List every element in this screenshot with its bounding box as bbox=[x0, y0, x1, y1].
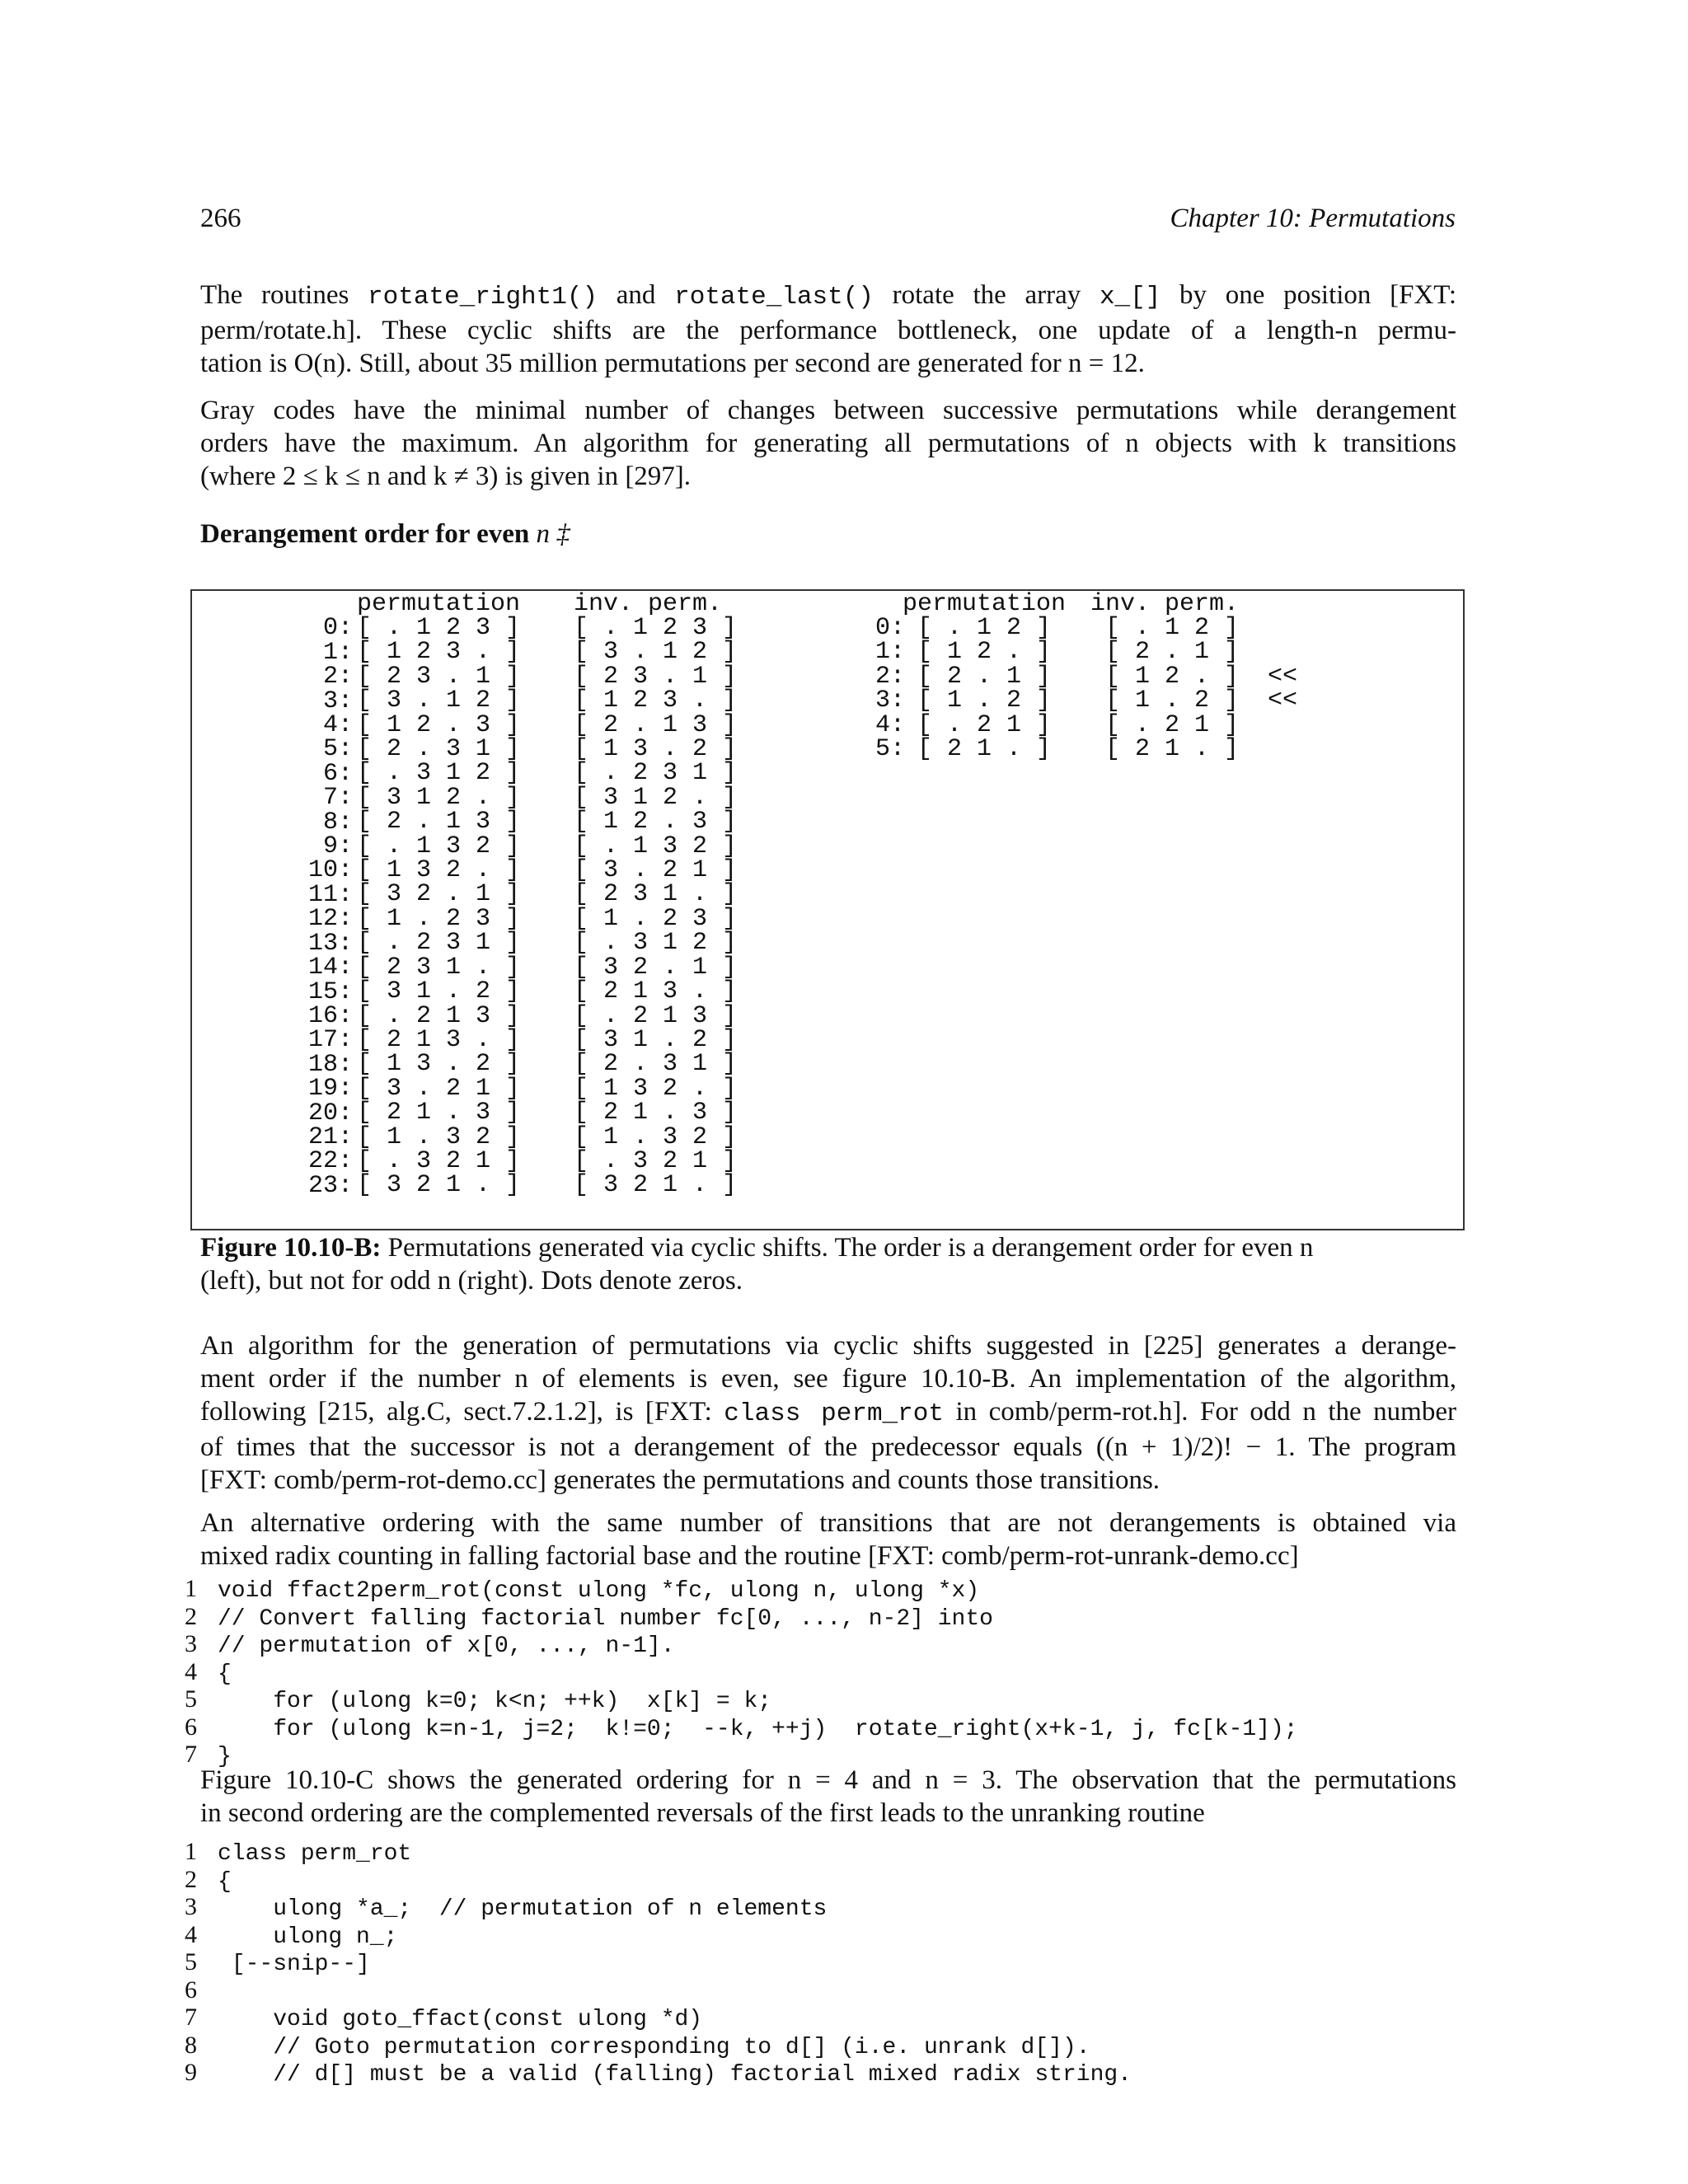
code-line bbox=[185, 1632, 1298, 1660]
inverse-permutation-cell: [ 1 2 3 . ] bbox=[574, 687, 738, 715]
left-index-column bbox=[274, 593, 353, 1198]
permutation-cell: [ . 2 1 3 ] bbox=[357, 1001, 521, 1030]
row-index: 2: bbox=[322, 663, 353, 691]
inverse-permutation-cell: [ 3 2 1 . ] bbox=[574, 1171, 738, 1200]
inline-code: rotate_last() bbox=[674, 283, 874, 312]
inverse-permutation-cell: [ . 2 1 3 ] bbox=[574, 1001, 738, 1030]
inverse-permutation-cell: [ 1 . 2 ] bbox=[1105, 687, 1240, 715]
code-text: ulong n_; bbox=[218, 1924, 398, 1950]
code-line bbox=[185, 1687, 1298, 1715]
line-number: 4 bbox=[185, 1920, 197, 1948]
line-number: 3 bbox=[185, 1630, 197, 1657]
row-index: 22: bbox=[307, 1147, 353, 1176]
right-permutation-column bbox=[917, 616, 1051, 762]
row-index: 16: bbox=[307, 1001, 353, 1030]
paragraph-line: tation is O(n). Still, about 35 million permutations per second are generated for n = 12. bbox=[200, 349, 1145, 378]
permutation-cell: [ 1 2 . 3 ] bbox=[357, 710, 521, 739]
inverse-permutation-cell: [ 3 1 . 2 ] bbox=[574, 1025, 738, 1054]
code-line bbox=[185, 1975, 1132, 2006]
code-listing-ffact2perm bbox=[185, 1577, 1298, 1770]
permutation-cell: [ 2 3 . 1 ] bbox=[357, 662, 521, 691]
right-perm-header: permutation bbox=[903, 590, 1067, 618]
permutation-cell: [ 2 1 . ] bbox=[917, 735, 1052, 764]
caption-text: (left), but not for odd n (right). Dots denote zeros. bbox=[200, 1266, 743, 1296]
permutation-cell: [ 2 1 . 3 ] bbox=[357, 1099, 521, 1127]
inverse-permutation-cell: [ 2 . 1 3 ] bbox=[574, 710, 738, 739]
code-line bbox=[185, 1715, 1298, 1743]
row-index: 12: bbox=[307, 905, 353, 934]
inverse-permutation-cell: [ 3 2 . 1 ] bbox=[574, 953, 738, 982]
page-number: 266 bbox=[200, 204, 241, 233]
row-index: 3: bbox=[322, 687, 353, 715]
permutation-cell: [ 2 1 3 . ] bbox=[357, 1025, 521, 1054]
inline-code: x_[] bbox=[1099, 283, 1161, 312]
paragraph-line: mixed radix counting in falling factorial base and the routine [FXT: comb/perm-rot-unrank-demo.cc] bbox=[200, 1541, 1299, 1571]
code-line bbox=[185, 1840, 1132, 1868]
permutation-cell: [ . 1 2 ] bbox=[917, 614, 1052, 642]
code-text: ulong *a_; // permutation of n elements bbox=[218, 1896, 828, 1922]
code-line bbox=[185, 2033, 1132, 2061]
permutation-cell: [ 1 3 2 . ] bbox=[357, 856, 521, 885]
inverse-permutation-cell: [ 2 1 3 . ] bbox=[574, 977, 738, 1006]
row-index: 13: bbox=[307, 929, 353, 958]
paragraph-line: An alternative ordering with the same number of transitions that are not derangements is obtained via bbox=[200, 1508, 1456, 1538]
paragraph-line: An algorithm for the generation of permutations via cyclic shifts suggested in [225] generates a derange- bbox=[200, 1331, 1456, 1361]
permutation-cell: [ . 2 3 1 ] bbox=[357, 929, 521, 958]
text-run: rotate the array bbox=[873, 280, 1100, 310]
row-index: 15: bbox=[307, 977, 353, 1006]
non-derangement-marker bbox=[1268, 616, 1297, 640]
permutation-cell: [ 2 . 1 3 ] bbox=[357, 808, 521, 837]
inverse-permutation-cell: [ 2 1 . ] bbox=[1105, 735, 1240, 764]
paragraph-line bbox=[200, 279, 1456, 314]
line-number: 8 bbox=[185, 2031, 197, 2059]
left-inverse-column bbox=[574, 616, 737, 1198]
paragraph-line: perm/rotate.h]. These cyclic shifts are the performance bottleneck, one update of a length-n permu- bbox=[200, 316, 1456, 345]
paragraph-line bbox=[200, 1395, 1456, 1431]
row-index: 7: bbox=[322, 784, 353, 813]
inline-code: rotate_right1() bbox=[368, 283, 598, 312]
code-line bbox=[185, 2005, 1132, 2033]
code-text: // Convert falling factorial number fc[0, ..., n-2] into bbox=[218, 1605, 993, 1632]
non-derangement-marker: << bbox=[1268, 687, 1298, 715]
code-line bbox=[185, 1602, 1298, 1633]
inline-code: class perm_rot bbox=[724, 1399, 944, 1428]
row-index: 3: bbox=[874, 687, 905, 715]
inverse-permutation-cell: [ 2 . 3 1 ] bbox=[574, 1050, 738, 1079]
row-index: 9: bbox=[322, 832, 353, 861]
permutation-cell: [ 3 1 2 . ] bbox=[357, 783, 521, 812]
inverse-permutation-cell: [ . 3 2 1 ] bbox=[574, 1146, 738, 1175]
non-derangement-marker bbox=[1268, 738, 1297, 762]
code-text: [--snip--] bbox=[218, 1952, 370, 1977]
inverse-permutation-cell: [ 2 3 1 . ] bbox=[574, 880, 738, 909]
permutation-cell: [ 2 3 1 . ] bbox=[357, 953, 521, 982]
permutation-cell: [ 3 1 . 2 ] bbox=[357, 977, 521, 1006]
permutation-cell: [ . 2 1 ] bbox=[917, 710, 1052, 739]
code-line bbox=[185, 1657, 1298, 1688]
row-index: 17: bbox=[307, 1026, 353, 1055]
paragraph-line: Figure 10.10-C shows the generated ordering for n = 4 and n = 3. The observation that the permutations bbox=[200, 1765, 1456, 1795]
paragraph-line: (where 2 ≤ k ≤ n and k ≠ 3) is given in [297]. bbox=[200, 462, 692, 491]
row-index: 19: bbox=[307, 1075, 353, 1104]
inverse-permutation-cell: [ 2 1 . 3 ] bbox=[574, 1099, 738, 1127]
chapter-heading: Chapter 10: Permutations bbox=[1170, 204, 1456, 233]
line-number: 1 bbox=[185, 1838, 197, 1865]
inverse-permutation-cell: [ . 1 2 3 ] bbox=[574, 614, 738, 642]
non-derangement-marker bbox=[1268, 714, 1297, 738]
code-text: // Goto permutation corresponding to d[] (i.e. unrank d[]). bbox=[218, 2034, 1090, 2060]
code-line bbox=[185, 1950, 1132, 1978]
code-text: // permutation of x[0, ..., n-1]. bbox=[218, 1633, 675, 1659]
line-number: 7 bbox=[185, 2004, 197, 2031]
row-index: 4: bbox=[322, 711, 353, 740]
row-index: 18: bbox=[307, 1050, 353, 1079]
permutation-cell: [ 2 . 1 ] bbox=[917, 662, 1052, 691]
left-perm-header: permutation bbox=[357, 590, 521, 618]
code-text: { bbox=[218, 1661, 232, 1687]
row-index: 1: bbox=[322, 638, 353, 667]
row-index: 23: bbox=[307, 1171, 353, 1200]
row-index: 11: bbox=[307, 880, 353, 909]
code-text: class perm_rot bbox=[218, 1841, 412, 1867]
inverse-permutation-cell: [ 3 . 1 2 ] bbox=[574, 638, 738, 667]
inverse-permutation-cell: [ . 2 1 ] bbox=[1105, 710, 1240, 739]
paragraph-gray-codes bbox=[200, 394, 1456, 493]
permutation-cell: [ 1 . 3 2 ] bbox=[357, 1122, 521, 1151]
inverse-permutation-cell: [ 2 . 1 ] bbox=[1105, 638, 1240, 667]
code-text bbox=[218, 1980, 232, 2005]
text-run: The routines bbox=[200, 280, 368, 310]
row-index: 0: bbox=[874, 614, 905, 642]
inverse-permutation-cell: [ . 1 2 ] bbox=[1105, 614, 1240, 642]
permutation-cell: [ 1 2 . ] bbox=[917, 638, 1052, 667]
non-derangement-marker bbox=[1268, 640, 1297, 664]
inverse-permutation-cell: [ 1 . 3 2 ] bbox=[574, 1122, 738, 1151]
inverse-permutation-cell: [ . 3 1 2 ] bbox=[574, 929, 738, 958]
permutation-cell: [ 3 . 1 2 ] bbox=[357, 687, 521, 715]
line-number: 1 bbox=[185, 1575, 197, 1602]
paragraph-line: in second ordering are the complemented reversals of the first leads to the unranking routine bbox=[200, 1798, 1205, 1828]
row-index: 20: bbox=[307, 1099, 353, 1127]
inverse-permutation-cell: [ 1 . 2 3 ] bbox=[574, 904, 738, 933]
inverse-permutation-cell: [ 1 3 2 . ] bbox=[574, 1074, 738, 1103]
permutation-cell: [ . 1 3 2 ] bbox=[357, 832, 521, 860]
paragraph-figure-c bbox=[200, 1764, 1456, 1830]
row-index: 5: bbox=[322, 735, 353, 764]
permutation-cell: [ . 3 1 2 ] bbox=[357, 759, 521, 788]
inverse-permutation-cell: [ 1 3 . 2 ] bbox=[574, 735, 738, 764]
paragraph-alternative-ordering bbox=[200, 1507, 1456, 1572]
inverse-permutation-cell: [ 3 . 2 1 ] bbox=[574, 856, 738, 885]
paragraph-line: Gray codes have the minimal number of changes between successive permutations while derangement bbox=[200, 396, 1456, 425]
code-text: { bbox=[218, 1868, 232, 1895]
inverse-permutation-cell: [ . 1 3 2 ] bbox=[574, 832, 738, 860]
row-index: 14: bbox=[307, 954, 353, 982]
code-text: for (ulong k=n-1, j=2; k!=0; --k, ++j) rotate_right(x+k-1, j, fc[k-1]); bbox=[218, 1716, 1298, 1742]
line-number: 2 bbox=[185, 1602, 197, 1630]
code-line bbox=[185, 2060, 1132, 2088]
permutation-cell: [ 3 2 . 1 ] bbox=[357, 880, 521, 909]
section-heading-italic: n ‡ bbox=[536, 519, 570, 549]
row-index: 2: bbox=[874, 662, 905, 691]
permutation-cell: [ . 3 2 1 ] bbox=[357, 1146, 521, 1175]
text-run: in comb/perm-rot.h]. For odd n the number bbox=[943, 1397, 1456, 1427]
permutation-cell: [ 2 . 3 1 ] bbox=[357, 735, 521, 764]
row-index: 0: bbox=[322, 614, 353, 643]
inverse-permutation-cell: [ 3 1 2 . ] bbox=[574, 783, 738, 812]
figure-10-10-b bbox=[190, 589, 1465, 1230]
row-index: 6: bbox=[322, 759, 353, 788]
inverse-permutation-cell: [ 2 3 . 1 ] bbox=[574, 662, 738, 691]
permutation-cell: [ 1 . 2 3 ] bbox=[357, 904, 521, 933]
code-listing-perm-rot-class bbox=[185, 1840, 1132, 2088]
right-inv-header: inv. perm. bbox=[1090, 590, 1240, 618]
paragraph-algorithm bbox=[200, 1329, 1456, 1497]
permutation-cell: [ . 1 2 3 ] bbox=[357, 614, 521, 642]
code-line bbox=[185, 1577, 1298, 1605]
figure-caption bbox=[200, 1231, 1456, 1297]
line-number: 3 bbox=[185, 1893, 197, 1920]
line-number: 2 bbox=[185, 1865, 197, 1893]
right-marker-column bbox=[1268, 616, 1297, 762]
permutation-cell: [ 3 2 1 . ] bbox=[357, 1171, 521, 1200]
permutation-cell: [ 1 2 3 . ] bbox=[357, 638, 521, 667]
inverse-permutation-cell: [ . 2 3 1 ] bbox=[574, 759, 738, 788]
paragraph-line: [FXT: comb/perm-rot-demo.cc] generates the permutations and counts those transitions. bbox=[200, 1465, 1160, 1495]
paragraph-line: orders have the maximum. An algorithm for generating all permutations of n objects with k transitions bbox=[200, 429, 1456, 458]
code-text: } bbox=[218, 1744, 232, 1769]
code-line bbox=[185, 1895, 1132, 1923]
permutation-cell: [ 1 3 . 2 ] bbox=[357, 1050, 521, 1079]
row-index: 5: bbox=[874, 735, 905, 764]
inverse-permutation-cell: [ 1 2 . ] bbox=[1105, 662, 1240, 691]
permutation-cell: [ 3 . 2 1 ] bbox=[357, 1074, 521, 1103]
paragraph-line: ment order if the number n of elements is even, see figure 10.10-B. An implementation of the algorithm, bbox=[200, 1364, 1456, 1394]
inverse-permutation-cell: [ 1 2 . 3 ] bbox=[574, 808, 738, 837]
row-index: 21: bbox=[307, 1122, 353, 1151]
line-number: 4 bbox=[185, 1657, 197, 1685]
code-line bbox=[185, 1865, 1132, 1896]
code-text: for (ulong k=0; k<n; ++k) x[k] = k; bbox=[218, 1689, 772, 1714]
code-line bbox=[185, 1920, 1132, 1951]
caption-label: Figure 10.10-B: bbox=[200, 1233, 382, 1263]
line-number: 5 bbox=[185, 1685, 197, 1713]
text-run: and bbox=[598, 280, 675, 310]
code-text: // d[] must be a valid (falling) factorial mixed radix string. bbox=[218, 2062, 1132, 2088]
paragraph-rotate-routines bbox=[200, 279, 1456, 380]
row-index: 10: bbox=[307, 856, 353, 885]
spacer bbox=[274, 593, 353, 616]
line-number: 5 bbox=[185, 1948, 197, 1975]
line-number: 6 bbox=[185, 1975, 197, 2004]
right-index-column bbox=[835, 616, 905, 762]
text-run: by one position [FXT: bbox=[1160, 280, 1456, 310]
line-number: 9 bbox=[185, 2059, 197, 2086]
line-number: 6 bbox=[185, 1713, 197, 1741]
text-run: following [215, alg.C, sect.7.2.1.2], is [FXT: bbox=[200, 1397, 724, 1427]
line-number: 7 bbox=[185, 1741, 197, 1768]
code-text: void goto_ffact(const ulong *d) bbox=[218, 2007, 703, 2032]
row-index: 1: bbox=[874, 638, 905, 667]
permutation-cell: [ 1 . 2 ] bbox=[917, 687, 1052, 715]
paragraph-line: of times that the successor is not a derangement of the predecessor equals ((n + 1)/2)! − 1. The program bbox=[200, 1432, 1456, 1462]
caption-text: Permutations generated via cyclic shifts. The order is a derangement order for even n bbox=[381, 1233, 1314, 1263]
non-derangement-marker: << bbox=[1268, 662, 1298, 691]
section-heading-text: Derangement order for even bbox=[200, 519, 530, 549]
left-inv-header: inv. perm. bbox=[574, 590, 723, 618]
code-text: void ffact2perm_rot(const ulong *fc, ulong n, ulong *x) bbox=[218, 1578, 980, 1604]
right-inverse-column bbox=[1105, 616, 1239, 762]
section-heading bbox=[200, 519, 570, 550]
row-index: 8: bbox=[322, 808, 353, 837]
row-index: 4: bbox=[874, 710, 905, 739]
left-permutation-column bbox=[357, 616, 520, 1198]
